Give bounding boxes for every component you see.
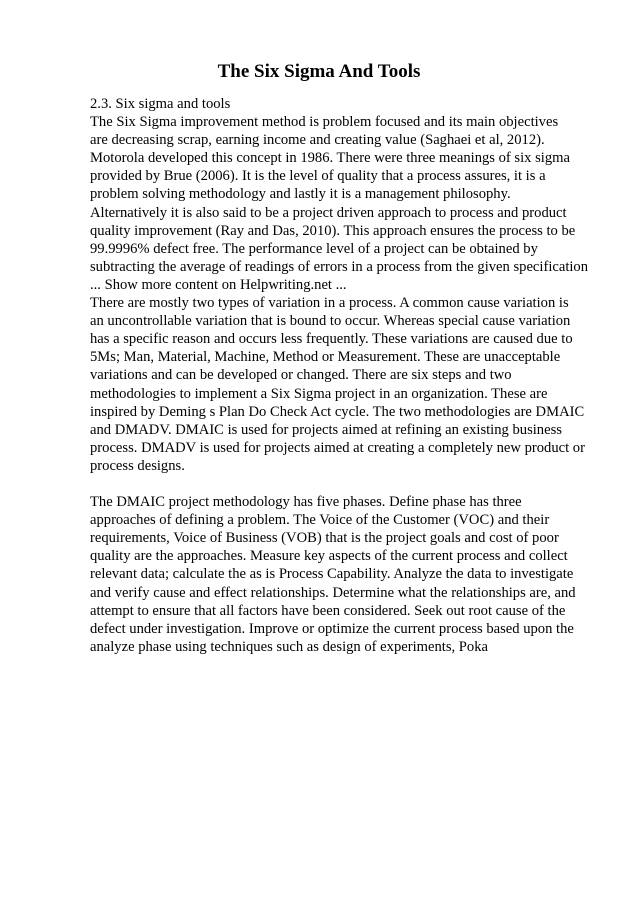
- text-line: subtracting the average of readings of errors in a process from the given specification: [90, 258, 589, 275]
- text-line: quality improvement (Ray and Das, 2010). This approach ensures the process to be: [90, 222, 576, 239]
- text-line: quality are the approaches. Measure key aspects of the current process and collect: [90, 548, 568, 565]
- text-line: and DMADV. DMAIC is used for projects aimed at refining an existing business: [90, 421, 562, 438]
- text-line: problem solving methodology and lastly it is a management philosophy.: [90, 186, 511, 203]
- text-line: process. DMADV is used for projects aimed at creating a completely new product or: [90, 439, 585, 456]
- text-line: Motorola developed this concept in 1986. There were three meanings of six sigma: [90, 150, 570, 167]
- text-line: relevant data; calculate the as is Process Capability. Analyze the data to investigate: [90, 566, 574, 583]
- text-line: are decreasing scrap, earning income and creating value (Saghaei et al, 2012).: [90, 132, 545, 149]
- document-body: [90, 95, 600, 656]
- text-line: approaches of defining a problem. The Voice of the Customer (VOC) and their: [90, 512, 550, 529]
- text-line: provided by Brue (2006). It is the level of quality that a process assures, it is a: [90, 168, 546, 185]
- text-line: The Six Sigma improvement method is problem focused and its main objectives: [90, 114, 559, 131]
- text-line: The DMAIC project methodology has five phases. Define phase has three: [90, 494, 522, 511]
- text-line: and verify cause and effect relationships. Determine what the relationships are, and: [90, 584, 576, 601]
- text-line: attempt to ensure that all factors have been considered. Seek out root cause of the: [90, 602, 566, 619]
- text-line: an uncontrollable variation that is bound to occur. Whereas special cause variation: [90, 313, 571, 330]
- text-line: Alternatively it is also said to be a project driven approach to process and product: [90, 204, 567, 221]
- paragraph-gap: [90, 475, 600, 493]
- document-title: The Six Sigma And Tools: [217, 61, 421, 82]
- text-line: process designs.: [90, 457, 185, 474]
- text-line: variations and can be developed or changed. There are six steps and two: [90, 367, 512, 384]
- text-line: There are mostly two types of variation in a process. A common cause variation is: [90, 295, 569, 312]
- text-line: has a specific reason and occurs less frequently. These variations are caused due to: [90, 331, 573, 348]
- text-line: methodologies to implement a Six Sigma project in an organization. These are: [90, 385, 548, 402]
- text-line: 2.3. Six sigma and tools: [90, 96, 231, 112]
- text-line: 99.9996% defect free. The performance level of a project can be obtained by: [90, 240, 538, 257]
- text-line: 5Ms; Man, Material, Machine, Method or Measurement. These are unacceptable: [90, 349, 561, 366]
- text-line: analyze phase using techniques such as design of experiments, Poka: [90, 638, 488, 655]
- text-line: ... Show more content on Helpwriting.net ...: [90, 276, 347, 293]
- text-line: inspired by Deming s Plan Do Check Act cycle. The two methodologies are DMAIC: [90, 403, 585, 420]
- text-line: defect under investigation. Improve or optimize the current process based upon the: [90, 620, 574, 637]
- text-line: requirements, Voice of Business (VOB) that is the project goals and cost of poor: [90, 530, 559, 547]
